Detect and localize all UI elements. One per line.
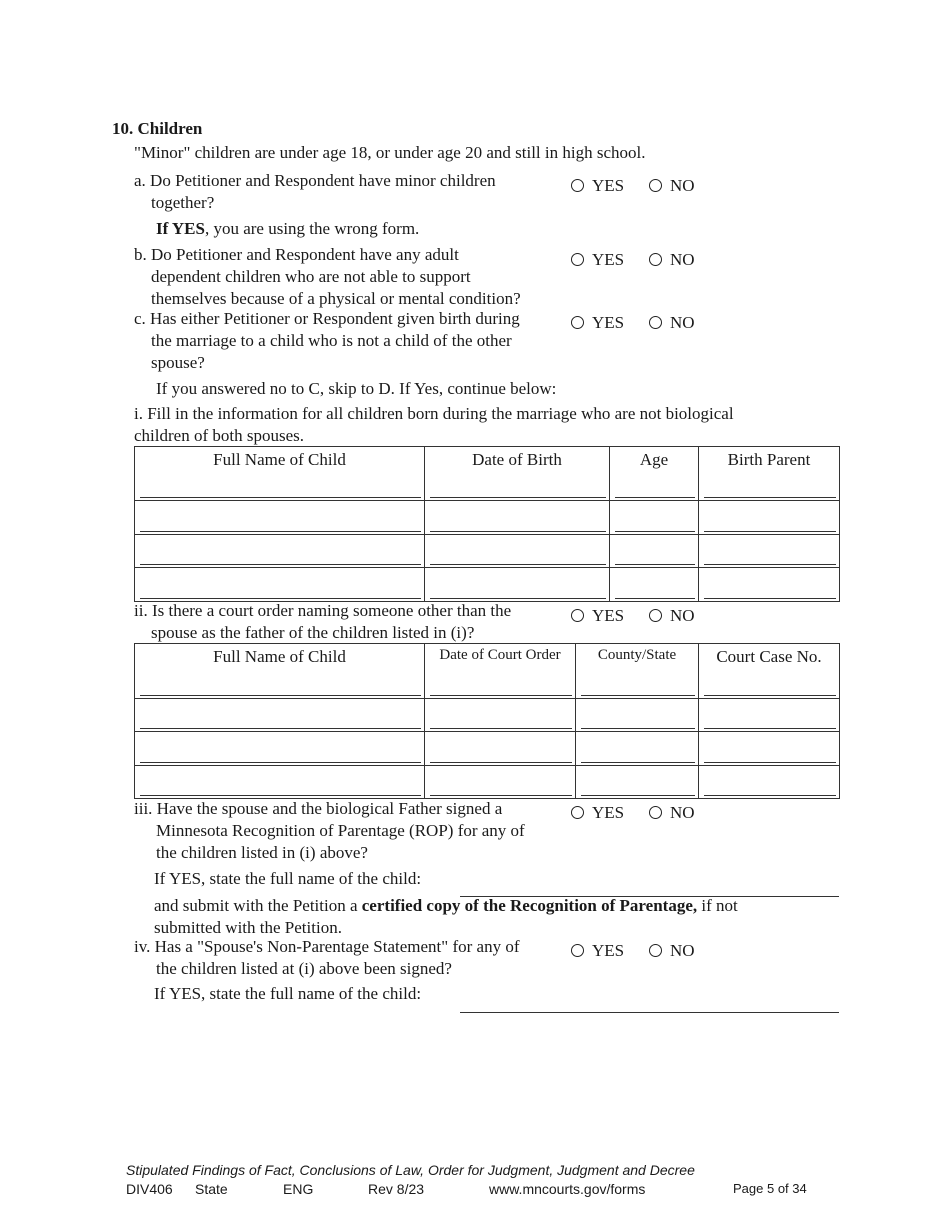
table-cell[interactable] <box>576 732 699 766</box>
question-iii-line2: Minnesota Recognition of Parentage (ROP) for any of <box>156 821 525 840</box>
radio-circle-icon[interactable] <box>571 944 584 957</box>
question-iii-line1: iii. Have the spouse and the biological Father signed a <box>134 799 503 818</box>
radio-circle-icon[interactable] <box>571 609 584 622</box>
table-cell[interactable] <box>425 501 610 535</box>
radio-circle-icon[interactable] <box>571 179 584 192</box>
question-i-line2: children of both spouses. <box>134 426 304 445</box>
question-iii-name-label: If YES, state the full name of the child: <box>154 869 422 888</box>
input-line[interactable] <box>140 695 421 696</box>
children-table <box>134 446 840 602</box>
table-cell[interactable] <box>135 568 425 602</box>
question-iii-line3: the children listed in (i) above? <box>156 843 368 862</box>
table-cell[interactable] <box>699 766 840 799</box>
radio-circle-icon[interactable] <box>649 944 662 957</box>
question-a-yes-option[interactable]: YES <box>571 175 624 197</box>
question-ii-no-option[interactable]: NO <box>649 605 695 627</box>
table-cell[interactable] <box>699 535 840 568</box>
radio-circle-icon[interactable] <box>571 316 584 329</box>
radio-circle-icon[interactable] <box>571 253 584 266</box>
input-line[interactable] <box>704 695 836 696</box>
input-line[interactable] <box>430 497 606 498</box>
input-line[interactable] <box>615 497 695 498</box>
question-a-no-option[interactable]: NO <box>649 175 695 197</box>
table-cell[interactable] <box>610 501 699 535</box>
input-line[interactable] <box>704 497 836 498</box>
question-a-line2: together? <box>151 193 215 212</box>
table-cell[interactable] <box>699 732 840 766</box>
table-cell[interactable] <box>425 535 610 568</box>
footer-form-id: DIV406 <box>126 1181 173 1197</box>
table-row <box>135 732 840 766</box>
table-cell[interactable] <box>135 501 425 535</box>
question-iv-line1: iv. Has a "Spouse's Non-Parentage Statement" for any of <box>134 937 520 956</box>
question-i-line1: i. Fill in the information for all children born during the marriage who are not biological <box>134 404 734 423</box>
question-c-yes-option[interactable]: YES <box>571 312 624 334</box>
question-iv-line2: the children listed at (i) above been signed? <box>156 959 452 978</box>
question-c-note: If you answered no to C, skip to D. If Yes, continue below: <box>156 379 557 398</box>
question-iv-yes-option[interactable]: YES <box>571 940 624 962</box>
input-line[interactable] <box>140 497 421 498</box>
question-b-line2: dependent children who are not able to support <box>151 267 471 286</box>
question-iii-yes-option[interactable]: YES <box>571 802 624 824</box>
question-iv-name-input[interactable] <box>460 1012 839 1013</box>
footer-state: State <box>195 1181 228 1197</box>
input-line[interactable] <box>581 695 695 696</box>
table-cell[interactable] <box>699 501 840 535</box>
radio-circle-icon[interactable] <box>649 609 662 622</box>
question-c-line1: c. Has either Petitioner or Respondent given birth during <box>134 309 520 328</box>
question-b-line3: themselves because of a physical or mental condition? <box>151 289 521 308</box>
header-date-of-court-order: Date of Court Order <box>425 644 576 699</box>
section-intro: "Minor" children are under age 18, or under age 20 and still in high school. <box>134 143 646 162</box>
header-birth-parent: Birth Parent <box>699 447 840 501</box>
question-iv-no-option[interactable]: NO <box>649 940 695 962</box>
footer-revision: Rev 8/23 <box>368 1181 425 1197</box>
table-cell[interactable] <box>576 699 699 732</box>
question-iii-submit-line2: submitted with the Petition. <box>154 918 342 937</box>
question-c-no-option[interactable]: NO <box>649 312 695 334</box>
table-cell[interactable] <box>699 568 840 602</box>
table-header-row <box>135 644 840 699</box>
table-cell[interactable] <box>699 699 840 732</box>
table-header-row <box>135 447 840 501</box>
header-court-case-no: Court Case No. <box>699 644 840 699</box>
table-row <box>135 699 840 732</box>
table-cell[interactable] <box>135 699 425 732</box>
footer-language: ENG <box>283 1181 314 1197</box>
footer-url-link[interactable]: www.mncourts.gov/forms <box>489 1181 646 1197</box>
input-line[interactable] <box>430 695 572 696</box>
question-iv-name-label: If YES, state the full name of the child: <box>154 984 422 1003</box>
footer-page-number: Page 5 of 34 <box>733 1181 807 1196</box>
radio-circle-icon[interactable] <box>649 316 662 329</box>
table-row <box>135 535 840 568</box>
question-c-line3: spouse? <box>151 353 205 372</box>
table-cell[interactable] <box>576 766 699 799</box>
header-county-state: County/State <box>576 644 699 699</box>
table-cell[interactable] <box>135 535 425 568</box>
table-row <box>135 568 840 602</box>
table-cell[interactable] <box>135 732 425 766</box>
radio-circle-icon[interactable] <box>571 806 584 819</box>
table-row <box>135 501 840 535</box>
header-age: Age <box>610 447 699 501</box>
question-c-line2: the marriage to a child who is not a child of the other <box>151 331 512 350</box>
question-iii-no-option[interactable]: NO <box>649 802 695 824</box>
question-a-line1: a. Do Petitioner and Respondent have minor children <box>134 171 496 190</box>
radio-circle-icon[interactable] <box>649 806 662 819</box>
table-row <box>135 766 840 799</box>
radio-circle-icon[interactable] <box>649 253 662 266</box>
table-cell[interactable] <box>425 732 576 766</box>
question-iii-submit-text: and submit with the Petition a certified copy of the Recognition of Parentage, if not <box>154 896 738 915</box>
header-full-name: Full Name of Child <box>135 447 425 501</box>
header-full-name: Full Name of Child <box>135 644 425 699</box>
question-ii-line2: spouse as the father of the children listed in (i)? <box>151 623 475 642</box>
table-cell[interactable] <box>425 568 610 602</box>
table-cell[interactable] <box>135 766 425 799</box>
section-title: 10. Children <box>112 119 203 138</box>
header-date-of-birth: Date of Birth <box>425 447 610 501</box>
question-ii-line1: ii. Is there a court order naming someone other than the <box>134 601 512 620</box>
question-b-line1: b. Do Petitioner and Respondent have any adult <box>134 245 459 264</box>
footer-title: Stipulated Findings of Fact, Conclusions of Law, Order for Judgment, Judgment and Decree <box>126 1162 695 1178</box>
question-ii-yes-option[interactable]: YES <box>571 605 624 627</box>
question-b-yes-option[interactable]: YES <box>571 249 624 271</box>
question-b-no-option[interactable]: NO <box>649 249 695 271</box>
table-cell[interactable] <box>425 699 576 732</box>
table-cell[interactable] <box>610 568 699 602</box>
radio-circle-icon[interactable] <box>649 179 662 192</box>
table-cell[interactable] <box>425 766 576 799</box>
question-a-note: If YES, you are using the wrong form. <box>156 219 420 238</box>
table-cell[interactable] <box>610 535 699 568</box>
court-order-table <box>134 643 840 799</box>
